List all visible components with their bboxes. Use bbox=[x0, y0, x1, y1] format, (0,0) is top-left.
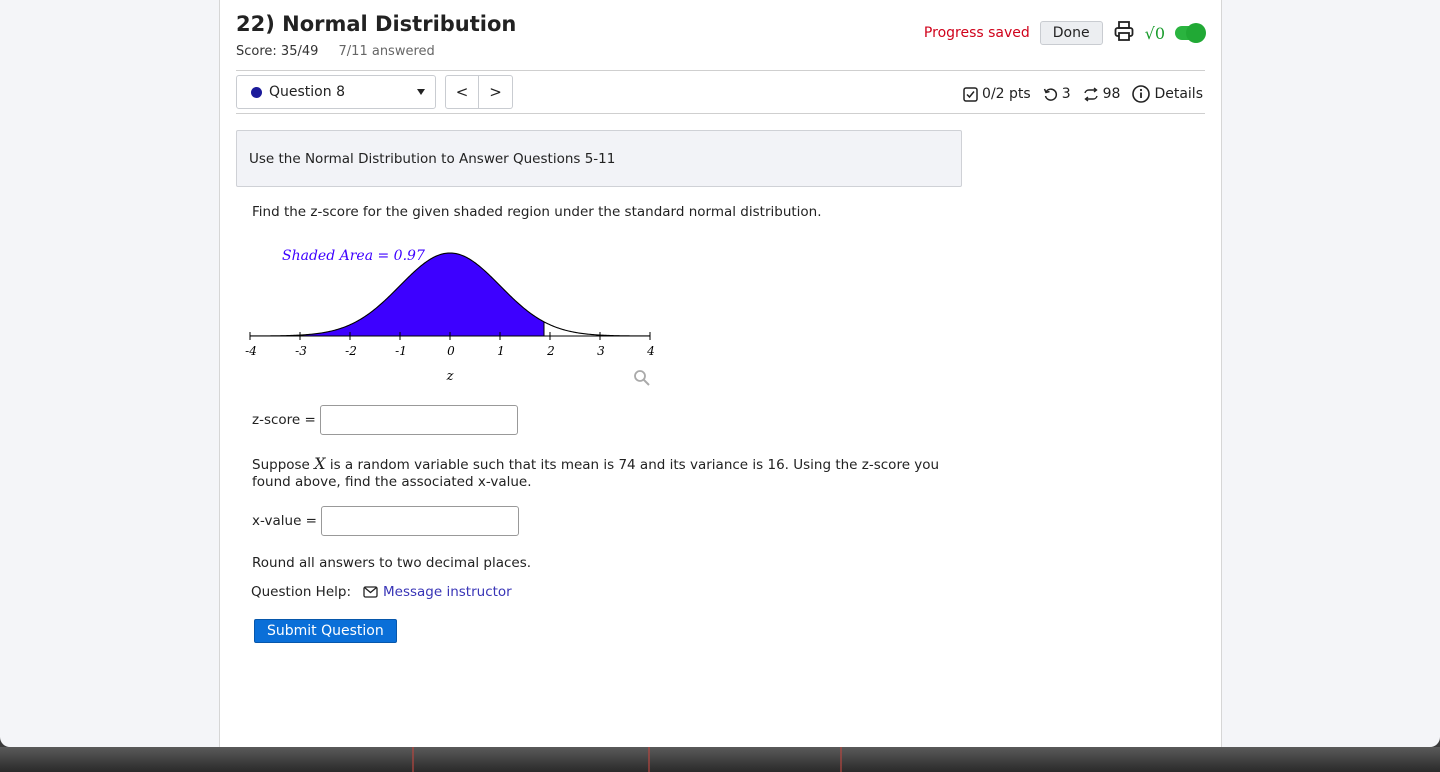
x-tick-label: 3 bbox=[597, 344, 605, 358]
points-group bbox=[963, 86, 1031, 102]
submit-question-button[interactable]: Submit Question bbox=[254, 619, 397, 643]
score-line bbox=[236, 44, 435, 59]
retries-text: 3 bbox=[1061, 86, 1071, 102]
message-instructor-link[interactable] bbox=[363, 584, 512, 600]
divider bbox=[236, 70, 1205, 71]
rounding-note: Round all answers to two decimal places. bbox=[252, 555, 532, 571]
mail-icon bbox=[363, 586, 378, 598]
xvalue-row bbox=[252, 506, 519, 536]
print-icon[interactable] bbox=[1113, 20, 1135, 46]
zscore-row bbox=[252, 405, 518, 435]
x-tick-label: -2 bbox=[345, 344, 357, 358]
header-actions bbox=[924, 20, 1203, 46]
assignment-panel bbox=[219, 0, 1222, 747]
check-box-icon bbox=[963, 87, 978, 102]
x-axis-label: z bbox=[446, 369, 454, 384]
zscore-label: z-score = bbox=[252, 412, 316, 428]
details-group[interactable] bbox=[1132, 85, 1203, 103]
help-label: Question Help: bbox=[251, 584, 351, 600]
zscore-input[interactable] bbox=[320, 405, 518, 435]
xvalue-label: x-value = bbox=[252, 513, 317, 529]
progress-status: Progress saved bbox=[923, 25, 1030, 41]
desktop-background bbox=[0, 747, 1440, 772]
info-icon bbox=[1132, 85, 1150, 103]
attempts-text: 98 bbox=[1102, 86, 1121, 102]
question-meta bbox=[957, 85, 1203, 103]
next-question-button[interactable]: > bbox=[479, 75, 513, 109]
xvalue-input[interactable] bbox=[321, 506, 519, 536]
attempts-group bbox=[1083, 86, 1121, 102]
question-select-value: Question 8 bbox=[269, 84, 345, 100]
x-tick-label: 4 bbox=[647, 344, 655, 358]
caret-down-icon bbox=[417, 89, 425, 95]
desk-mark bbox=[412, 747, 414, 772]
page-title: 22) Normal Distribution bbox=[236, 12, 517, 36]
x-tick-label: 2 bbox=[547, 344, 555, 358]
question-nav-buttons bbox=[445, 75, 513, 109]
message-instructor-text[interactable]: Message instructor bbox=[383, 584, 512, 600]
prev-question-button[interactable]: < bbox=[445, 75, 479, 109]
info-box: Use the Normal Distribution to Answer Questions 5-11 bbox=[236, 130, 962, 187]
retry-icon bbox=[1043, 87, 1058, 102]
paragraph-post: is a random variable such that its mean is 74 and its variance is 16. Using the z-score you found above, find the associated x-value. bbox=[252, 457, 940, 490]
question-help bbox=[251, 584, 512, 600]
math-toggle-switch[interactable] bbox=[1175, 26, 1203, 40]
done-button[interactable]: Done bbox=[1040, 21, 1103, 45]
math-toggle-label: √0 bbox=[1144, 23, 1165, 43]
x-tick-label: -1 bbox=[395, 344, 407, 358]
desk-mark bbox=[840, 747, 842, 772]
question-prompt: Find the z-score for the given shaded region under the standard normal distribution. bbox=[252, 204, 822, 220]
x-tick-label: 0 bbox=[447, 344, 455, 358]
variable-x: X bbox=[314, 454, 326, 473]
chart-title: Shaded Area = 0.97 bbox=[282, 248, 425, 264]
status-dot-icon bbox=[251, 87, 262, 98]
details-link[interactable]: Details bbox=[1154, 86, 1203, 102]
normal-distribution-chart bbox=[245, 238, 660, 388]
score-text: Score: 35/49 bbox=[236, 44, 319, 59]
x-tick-label: 1 bbox=[497, 344, 505, 358]
divider bbox=[236, 113, 1205, 114]
paragraph-pre: Suppose bbox=[252, 457, 315, 473]
answered-count: 7/11 answered bbox=[338, 44, 435, 59]
retries-group bbox=[1043, 86, 1071, 102]
question-select[interactable] bbox=[236, 75, 436, 109]
x-tick-label: -3 bbox=[295, 344, 307, 358]
shaded-region bbox=[250, 253, 544, 336]
points-text: 0/2 pts bbox=[982, 86, 1031, 102]
question-paragraph bbox=[252, 455, 962, 491]
desk-mark bbox=[648, 747, 650, 772]
x-tick-label: -4 bbox=[245, 344, 257, 358]
magnifier-icon bbox=[635, 371, 649, 385]
attempts-icon bbox=[1083, 87, 1099, 102]
